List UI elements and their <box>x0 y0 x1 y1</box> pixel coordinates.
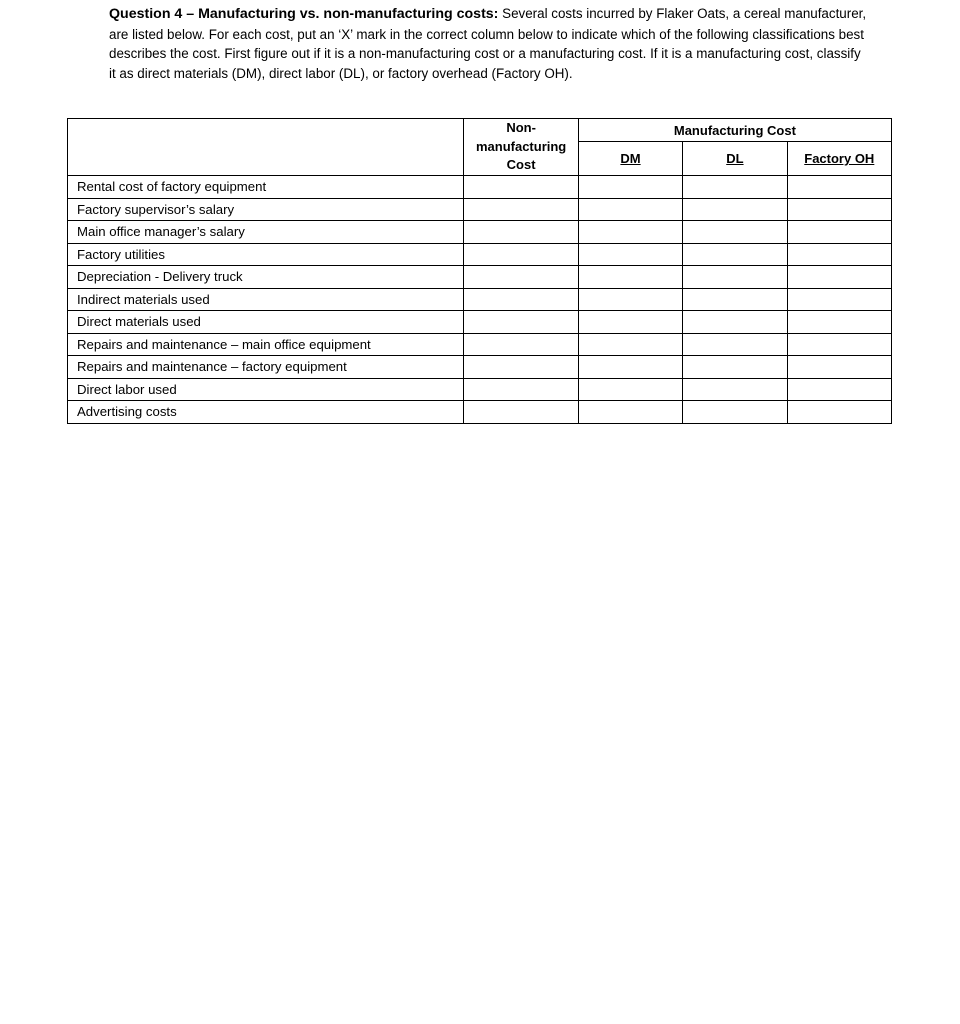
cost-item-label: Factory supervisor’s salary <box>68 198 464 221</box>
table-row <box>68 401 892 424</box>
classification-table <box>67 118 892 424</box>
dl-cell[interactable] <box>683 288 787 311</box>
table-row <box>68 333 892 356</box>
header-dl: DL <box>683 142 787 176</box>
dl-cell[interactable] <box>683 378 787 401</box>
dm-cell[interactable] <box>578 333 682 356</box>
dl-cell[interactable] <box>683 333 787 356</box>
non-manufacturing-cell[interactable] <box>464 333 578 356</box>
factory-oh-cell[interactable] <box>787 243 891 266</box>
dl-cell[interactable] <box>683 243 787 266</box>
cost-item-label: Main office manager’s salary <box>68 221 464 244</box>
header-factory-oh: Factory OH <box>787 142 891 176</box>
dl-cell[interactable] <box>683 356 787 379</box>
non-manufacturing-cell[interactable] <box>464 176 578 199</box>
dm-cell[interactable] <box>578 356 682 379</box>
header-non-manufacturing: Non-manufacturing Cost <box>464 119 578 176</box>
dm-cell[interactable] <box>578 311 682 334</box>
non-manufacturing-cell[interactable] <box>464 243 578 266</box>
table-row <box>68 176 892 199</box>
non-manufacturing-cell[interactable] <box>464 221 578 244</box>
dl-cell[interactable] <box>683 198 787 221</box>
cost-item-label: Depreciation - Delivery truck <box>68 266 464 289</box>
dm-cell[interactable] <box>578 401 682 424</box>
cost-item-label: Direct labor used <box>68 378 464 401</box>
table-row <box>68 221 892 244</box>
cost-item-label: Repairs and maintenance – main office equipment <box>68 333 464 356</box>
cost-item-label: Direct materials used <box>68 311 464 334</box>
factory-oh-cell[interactable] <box>787 401 891 424</box>
factory-oh-cell[interactable] <box>787 198 891 221</box>
non-manufacturing-cell[interactable] <box>464 401 578 424</box>
cost-item-label: Factory utilities <box>68 243 464 266</box>
dm-cell[interactable] <box>578 243 682 266</box>
header-dm: DM <box>578 142 682 176</box>
question-text <box>109 4 869 83</box>
dl-cell[interactable] <box>683 176 787 199</box>
cost-item-label: Advertising costs <box>68 401 464 424</box>
factory-oh-cell[interactable] <box>787 311 891 334</box>
dm-cell[interactable] <box>578 288 682 311</box>
non-manufacturing-cell[interactable] <box>464 356 578 379</box>
question-body: Several costs incurred by Flaker Oats, a cereal manufacturer, are listed below. For each cost, put an ‘X’ mark in the correct column below to indicate which of the following classifications best describes the cost. First figure out if it is a non-manufacturing cost or a manufacturing cost. If it is a manufacturing cost, classify it as direct materials (DM), direct labor (DL), or factory overhead (Factory OH). <box>109 6 867 81</box>
dm-cell[interactable] <box>578 221 682 244</box>
cost-item-label: Repairs and maintenance – factory equipment <box>68 356 464 379</box>
non-manufacturing-cell[interactable] <box>464 198 578 221</box>
dl-cell[interactable] <box>683 221 787 244</box>
non-manufacturing-cell[interactable] <box>464 311 578 334</box>
factory-oh-cell[interactable] <box>787 266 891 289</box>
factory-oh-cell[interactable] <box>787 378 891 401</box>
table-row <box>68 243 892 266</box>
non-manufacturing-cell[interactable] <box>464 378 578 401</box>
table-row <box>68 311 892 334</box>
non-manufacturing-cell[interactable] <box>464 266 578 289</box>
dm-cell[interactable] <box>578 176 682 199</box>
table-row <box>68 288 892 311</box>
dm-cell[interactable] <box>578 198 682 221</box>
dl-cell[interactable] <box>683 311 787 334</box>
item-header-blank <box>68 119 464 176</box>
table-row <box>68 378 892 401</box>
factory-oh-cell[interactable] <box>787 221 891 244</box>
dl-cell[interactable] <box>683 266 787 289</box>
cost-item-label: Rental cost of factory equipment <box>68 176 464 199</box>
dm-cell[interactable] <box>578 266 682 289</box>
dl-cell[interactable] <box>683 401 787 424</box>
factory-oh-cell[interactable] <box>787 288 891 311</box>
header-manufacturing-cost: Manufacturing Cost <box>578 119 891 142</box>
factory-oh-cell[interactable] <box>787 333 891 356</box>
factory-oh-cell[interactable] <box>787 356 891 379</box>
table-row <box>68 356 892 379</box>
dm-cell[interactable] <box>578 378 682 401</box>
table-row <box>68 198 892 221</box>
factory-oh-cell[interactable] <box>787 176 891 199</box>
table-row <box>68 266 892 289</box>
non-manufacturing-cell[interactable] <box>464 288 578 311</box>
cost-item-label: Indirect materials used <box>68 288 464 311</box>
question-heading: Question 4 – Manufacturing vs. non-manufacturing costs: <box>109 6 499 22</box>
